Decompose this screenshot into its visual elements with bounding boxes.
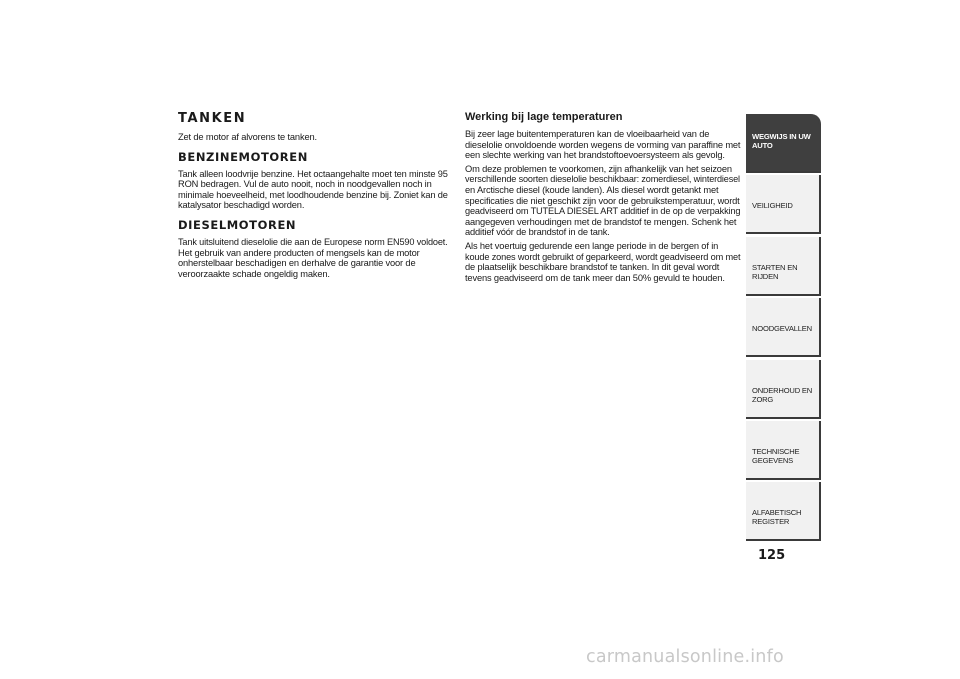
page-number: 125 [758,548,786,563]
text-line: aangegeven verhoudingen met de brandstof te mengen. Schenk het [465,216,737,227]
text-line: additief vóór de brandstof in de tank. [465,227,610,238]
text-line: Tank alleen loodvrije benzine. Het octaangehalte moet ten minste 95 [178,168,448,179]
text-line: onherstelbaar beschadigen en derhalve de garantie voor de [178,258,416,269]
tab-onderhoud-en-zorg[interactable]: ONDERHOUD EN ZORG [746,360,821,419]
tab-starten-en-rijden[interactable]: STARTEN EN RIJDEN [746,237,821,296]
text-line: katalysator beschadigd worden. [178,200,305,211]
text-line: Bij zeer lage buitentemperaturen kan de vloeibaarheid van de [465,129,710,139]
tab-alfabetisch-register[interactable]: ALFABETISCH REGISTER [746,482,821,541]
tab-technische-gegevens[interactable]: TECHNISCHE GEGEVENS [746,421,821,480]
text-line: Tank uitsluitend dieselolie die aan de Europese norm EN590 voldoet. [178,236,448,247]
tab-noodgevallen[interactable]: NOODGEVALLEN [746,298,821,357]
text-line: koude zones wordt gebruikt of geparkeerd, wordt geadviseerd om met [465,251,741,262]
paragraph-1 [465,129,740,161]
subsection-title: Werking bij lage temperaturen [465,111,623,123]
right-column [465,111,740,283]
text-line: minimale hoeveelheid, met loodhoudende benzine bij. Zoniet kan de [178,189,448,200]
text-line: geadviseerd om TUTELA DIESEL ART additief in de op de verpakking [465,206,741,217]
text-line: een slechte werking van het brandstoftoevoersysteem als gevolg. [465,150,725,161]
text-line: verschillende soorten dieselolie beschikbaar: zomerdiesel, winterdiesel [465,174,740,185]
diesel-paragraph [178,237,448,279]
benzine-paragraph [178,169,448,211]
text-line: dieselolie onvoldoende worden wegens de vorming van paraffine met [465,139,741,150]
section-title: TANKEN [178,111,247,126]
text-line: en Arctische diesel (koude landen). Als diesel wordt getankt met [465,184,719,195]
tab-veiligheid[interactable]: VEILIGHEID [746,175,821,234]
intro-text: Zet de motor af alvorens te tanken. [178,132,317,142]
chapter-tabs [746,114,821,544]
text-line: tevens geadviseerd om de tank meer dan 50% gevuld te houden. [465,272,725,283]
heading-benzinemotoren: BENZINEMOTOREN [178,149,308,164]
paragraph-3 [465,241,740,283]
text-line: de plaatselijk beschikbare brandstof te tanken. In dit geval wordt [465,262,720,273]
text-line: Het gebruik van andere producten of mengsels kan de motor [178,247,420,258]
heading-dieselmotoren: DIESELMOTOREN [178,217,297,232]
text-line: specificaties die niet geschikt zijn voor de gebruikstemperatuur, wordt [465,195,740,206]
paragraph-2 [465,164,740,238]
text-line: veroorzaakte schade ongeldig maken. [178,268,330,279]
watermark: carmanualsonline.info [586,647,784,667]
text-line: RON bedragen. Vul de auto nooit, noch in noodgevallen noch in [178,179,432,190]
tab-wegwijs-in-uw-auto[interactable]: WEGWIJS IN UW AUTO [746,114,821,173]
text-line: Om deze problemen te voorkomen, zijn afhankelijk van het seizoen [465,163,732,174]
text-line: Als het voertuig gedurende een lange periode in de bergen of in [465,240,719,251]
left-column [178,111,448,279]
